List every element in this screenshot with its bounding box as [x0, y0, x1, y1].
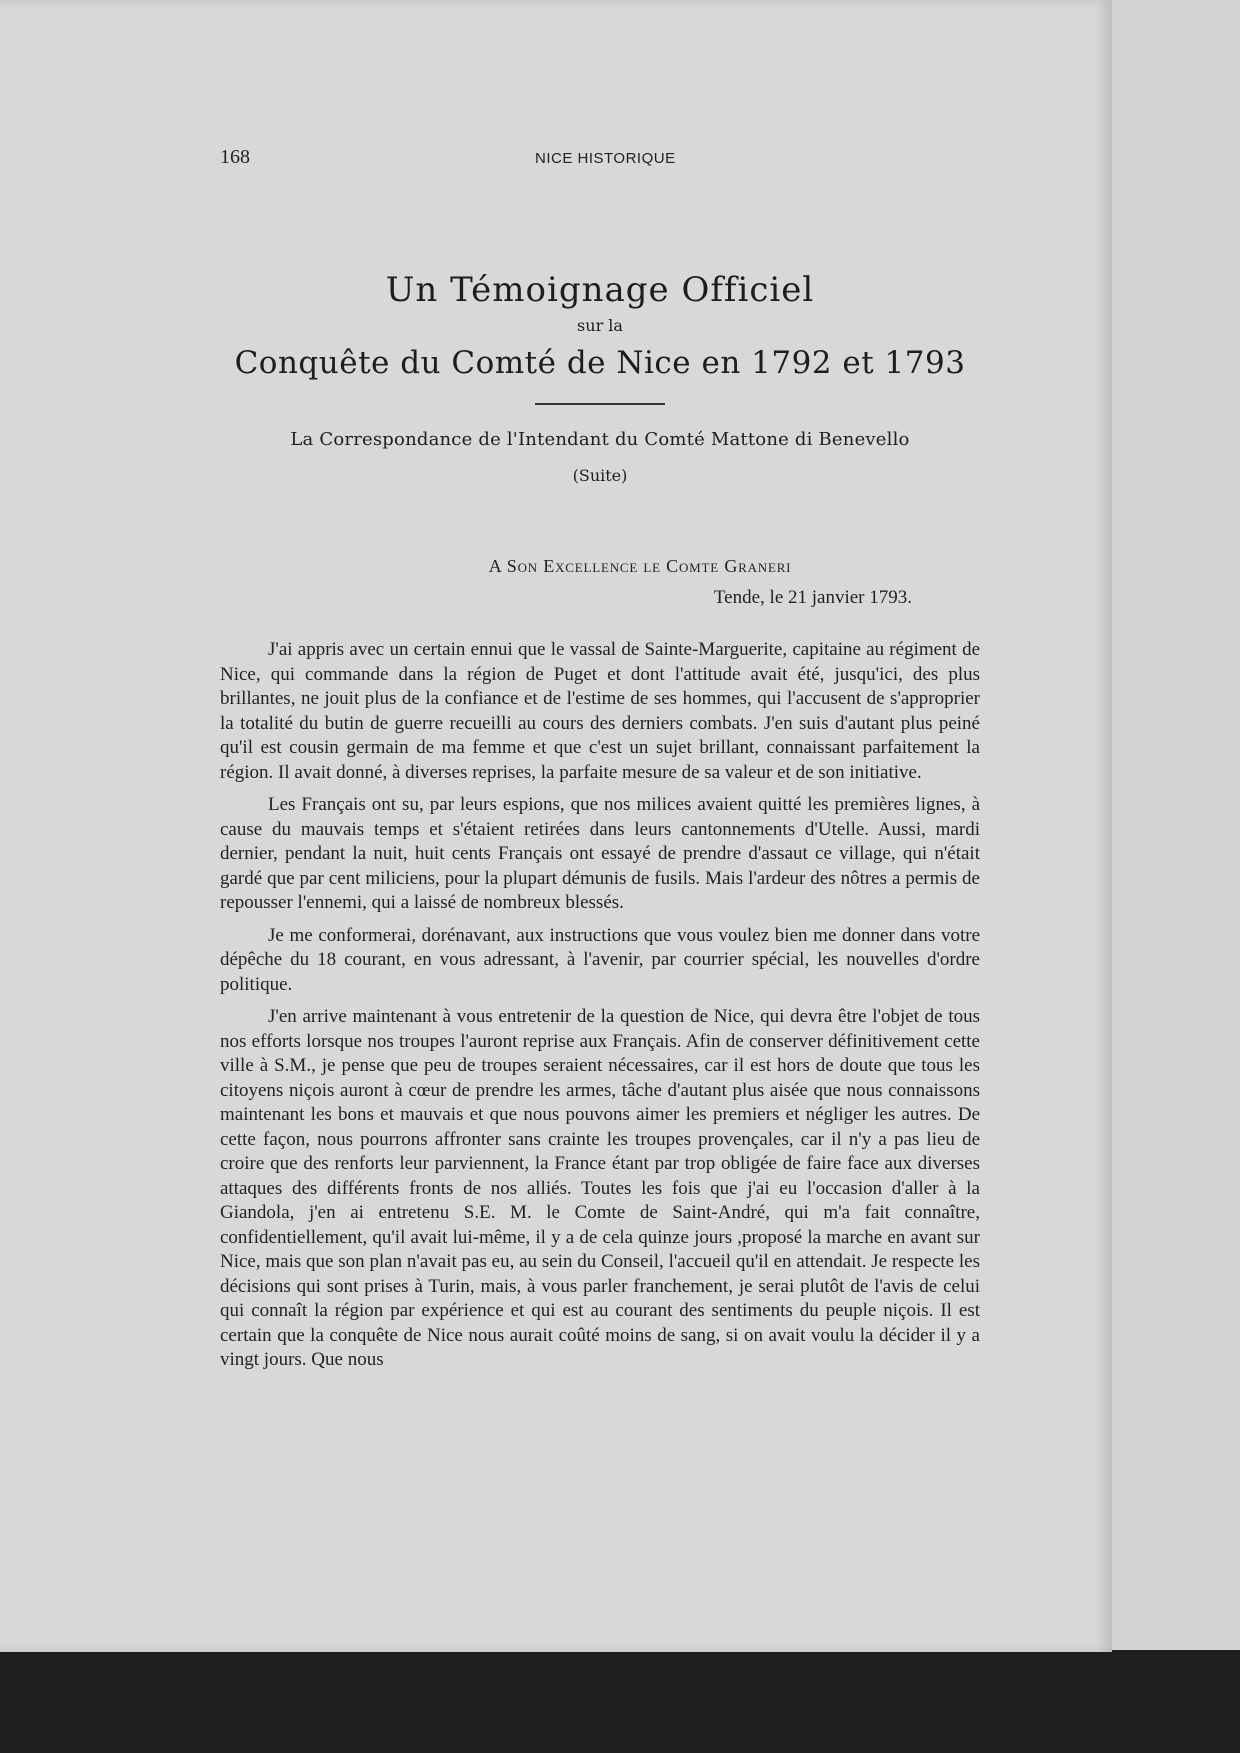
page-header: [220, 146, 980, 172]
paragraph: Les Français ont su, par leurs espions, que nos milices avaient quitté les premières lignes, à cause du mauvais temps et s'étaient retirées dans leurs cantonnements d'Utelle. Aussi, mardi dernier, pendant la nuit, huit cents Français ont essayé de prendre d'assaut ce village, qui n'était gardé que par cent miliciens, pour la plupart démunis de fusils. Mais l'ardeur des nôtres a permis de repousser l'ennemi, qui a laissé de nombreux blessés.: [220, 794, 980, 913]
letter-heading: [220, 556, 980, 609]
running-head: NICE HISTORIQUE: [535, 150, 676, 167]
page-number: 168: [220, 146, 250, 168]
continuation-note: (Suite): [572, 466, 628, 485]
article-title-block: [220, 270, 980, 485]
article-title-line-2: Conquête du Comté de Nice en 1792 et 1793: [234, 345, 966, 381]
paragraph: J'en arrive maintenant à vous entretenir de la question de Nice, qui devra être l'objet de tous nos efforts lorsque nos troupes l'auront reprise aux Français. Afin de conserver définitivement cette ville à S.M., je pense que peu de troupes seraient nécessaires, car il est hors de doute que tous les citoyens niçois auront à cœur de prendre les armes, tâche d'autant plus aisée que nous connaissons maintenant les bons et mauvais et que nous pouvons aimer les premiers et négliger les autres. De cette façon, nous pourrons affronter sans crainte les troupes provençales, car il n'y a pas lieu de croire que des renforts leur parviennent, la France étant par trop obligée de faire face aux diverses attaques des différents fronts de nos alliés. Toutes les fois que j'ai eu l'occasion d'aller à la Giandola, j'en ai entretenu S.E. M. le Comte de Saint-André, qui m'a fait connaître, confidentiellement, qu'il avait lui-même, il y a de cela quinze jours ,proposé la marche en avant sur Nice, mais que son plan n'avait pas eu, au sein du Conseil, l'accueil qu'il en attendait. Je respecte les décisions qui sont prises à Turin, mais, à vous parler franchement, je serai plutôt de l'avis de celui qui connaît la région par expérience et qui est au courant des sentiments du peuple niçois. Il est certain que la conquête de Nice nous aurait coûté moins de sang, si on avait voulu la décider il y a vingt jours. Que nous: [220, 1006, 980, 1370]
article-title-line-1: Un Témoignage Officiel: [385, 270, 815, 310]
letter-recipient: A Son Excellence le Comte Graneri: [488, 556, 792, 576]
letter-body: [220, 638, 980, 1381]
article-subtitle: La Correspondance de l'Intendant du Comté Mattone di Benevello: [290, 429, 910, 450]
letter-dateline: Tende, le 21 janvier 1793.: [713, 587, 912, 608]
scan-background: [0, 1652, 1240, 1753]
title-divider: [535, 403, 665, 405]
article-title-joiner: sur la: [577, 316, 623, 335]
paragraph: J'ai appris avec un certain ennui que le vassal de Sainte-Marguerite, capitaine au régiment de Nice, qui commande dans la région de Puget et dont l'attitude avait été, jusqu'ici, des plus brillantes, ne jouit plus de la confiance et de l'estime de ses hommes, qui l'accusent de s'approprier la totalité du butin de guerre recueilli au cours des derniers combats. J'en suis d'autant plus peiné qu'il est cousin germain de ma femme et que c'est un sujet brillant, connaissant parfaitement la région. Il avait donné, à diverses reprises, la parfaite mesure de sa valeur et de son initiative.: [220, 639, 980, 783]
paragraph: Je me conformerai, dorénavant, aux instructions que vous voulez bien me donner dans votre dépêche du 18 courant, en vous adressant, à l'avenir, par courrier spécial, les nouvelles d'ordre politique.: [220, 924, 980, 995]
